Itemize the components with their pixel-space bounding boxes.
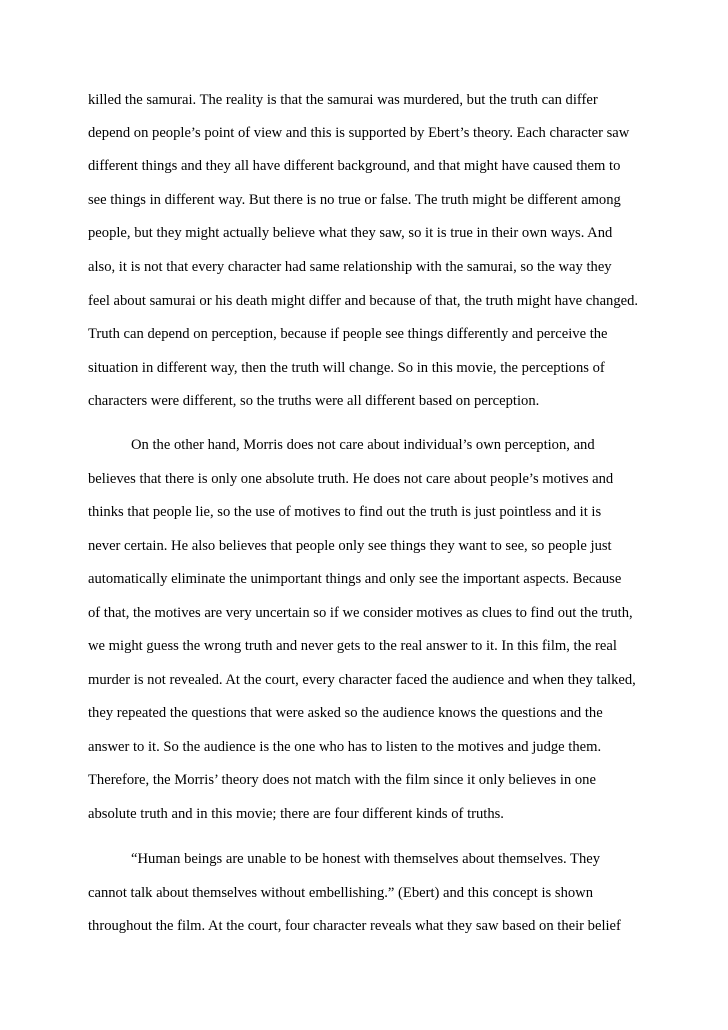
paragraph-1-line-7: feel about samurai or his death might differ and because of that, the truth might have changed. (88, 293, 639, 309)
paragraph-3-line-1: “Human beings are unable to be honest with themselves about themselves. They (131, 851, 601, 867)
paragraph-2-line-8: murder is not revealed. At the court, every character faced the audience and when they talked, (88, 672, 636, 688)
paragraph-3-line-3: throughout the film. At the court, four character reveals what they saw based on their belief (88, 918, 621, 934)
paragraph-1-line-5: people, but they might actually believe what they saw, so it is true in their own ways. And (88, 225, 613, 241)
paragraph-2-line-12: absolute truth and in this movie; there are four different kinds of truths. (88, 806, 504, 822)
paragraph-2-line-10: answer to it. So the audience is the one who has to listen to the motives and judge them. (88, 739, 602, 755)
paragraph-2-line-2: believes that there is only one absolute truth. He does not care about people’s motives and (88, 471, 614, 487)
paragraph-1-line-4: see things in different way. But there is no true or false. The truth might be different among (88, 192, 621, 208)
paragraph-2-line-9: they repeated the questions that were asked so the audience knows the questions and the (88, 705, 603, 721)
paragraph-1-line-10: characters were different, so the truths were all different based on perception. (88, 393, 540, 409)
paragraph-2-line-1: On the other hand, Morris does not care about individual’s own perception, and (131, 437, 595, 453)
paragraph-1-line-8: Truth can depend on perception, because if people see things differently and perceive the (88, 326, 608, 342)
paragraph-1-line-3: different things and they all have different background, and that might have caused them to (88, 158, 621, 174)
paragraph-2-line-3: thinks that people lie, so the use of motives to find out the truth is just pointless and it is (88, 504, 602, 520)
paragraph-1-line-2: depend on people’s point of view and this is supported by Ebert’s theory. Each character saw (88, 125, 630, 141)
paragraph-2-line-7: we might guess the wrong truth and never gets to the real answer to it. In this film, the real (88, 638, 617, 654)
paragraph-2-line-6: of that, the motives are very uncertain so if we consider motives as clues to find out the truth, (88, 605, 633, 621)
paragraph-2-line-5: automatically eliminate the unimportant things and only see the important aspects. Because (88, 571, 622, 587)
paragraph-1-line-1: killed the samurai. The reality is that the samurai was murdered, but the truth can differ (88, 92, 598, 108)
paragraph-2-line-11: Therefore, the Morris’ theory does not match with the film since it only believes in one (88, 772, 596, 788)
paragraph-2-line-4: never certain. He also believes that people only see things they want to see, so people just (88, 538, 612, 554)
paragraph-3-line-2: cannot talk about themselves without embellishing.” (Ebert) and this concept is shown (88, 885, 593, 901)
paragraph-1-line-9: situation in different way, then the truth will change. So in this movie, the perceptions of (88, 360, 605, 376)
paragraph-1-line-6: also, it is not that every character had same relationship with the samurai, so the way they (88, 259, 612, 275)
